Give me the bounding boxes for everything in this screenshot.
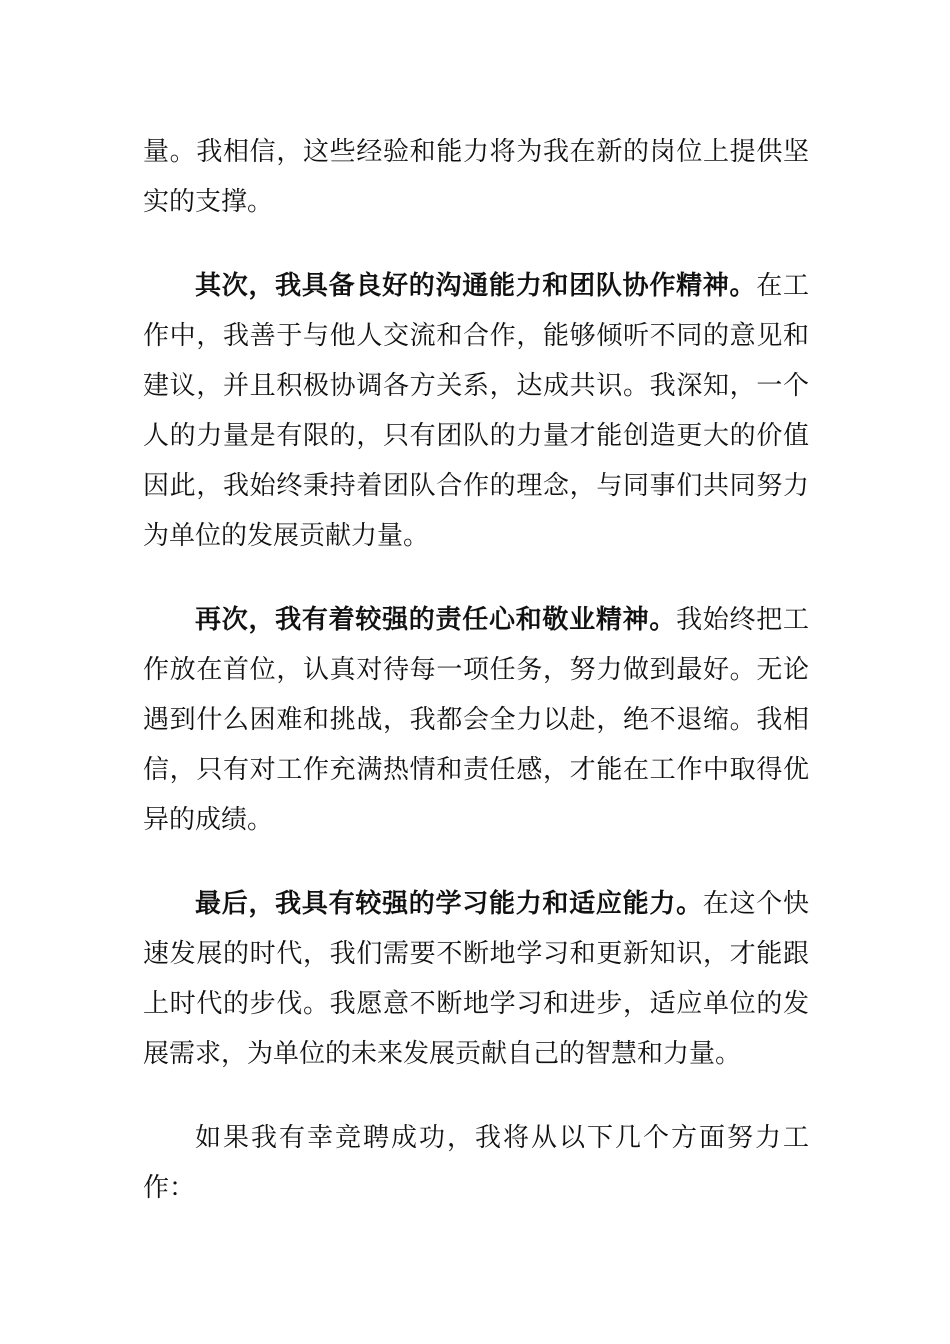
paragraph-continuation xyxy=(143,127,809,227)
paragraph-communication xyxy=(143,261,809,561)
paragraph-lead-bold: 再次，我有着较强的责任心和敬业精神。 xyxy=(195,605,677,635)
paragraph-closing xyxy=(143,1113,809,1213)
document-page xyxy=(143,127,809,1213)
paragraph-text: 在工作中，我善于与他人交流和合作，能够倾听不同的意见和建议，并且积极协调各方关系，达成共识。我深知，一个人的力量是有限的，只有团队的力量才能创造更大的价值因此，我始终秉持着团队合作的理念，与同事们共同努力为单位的发展贡献力量。 xyxy=(143,271,809,551)
paragraph-responsibility xyxy=(143,595,809,845)
paragraph-text: 在这个快速发展的时代，我们需要不断地学习和更新知识，才能跟上时代的步伐。我愿意不断地学习和进步，适应单位的发展需求，为单位的未来发展贡献自己的智慧和力量。 xyxy=(143,889,809,1069)
paragraph-text: 量。我相信，这些经验和能力将为我在新的岗位上提供坚实的支撑。 xyxy=(143,137,809,217)
paragraph-text: 如果我有幸竞聘成功，我将从以下几个方面努力工作： xyxy=(143,1123,809,1203)
paragraph-learning xyxy=(143,879,809,1079)
paragraph-text: 我始终把工作放在首位，认真对待每一项任务，努力做到最好。无论遇到什么困难和挑战，我都会全力以赴，绝不退缩。我相信，只有对工作充满热情和责任感，才能在工作中取得优异的成绩。 xyxy=(143,605,809,835)
paragraph-lead-bold: 其次，我具备良好的沟通能力和团队协作精神。 xyxy=(195,271,757,301)
paragraph-lead-bold: 最后，我具有较强的学习能力和适应能力。 xyxy=(195,889,703,919)
